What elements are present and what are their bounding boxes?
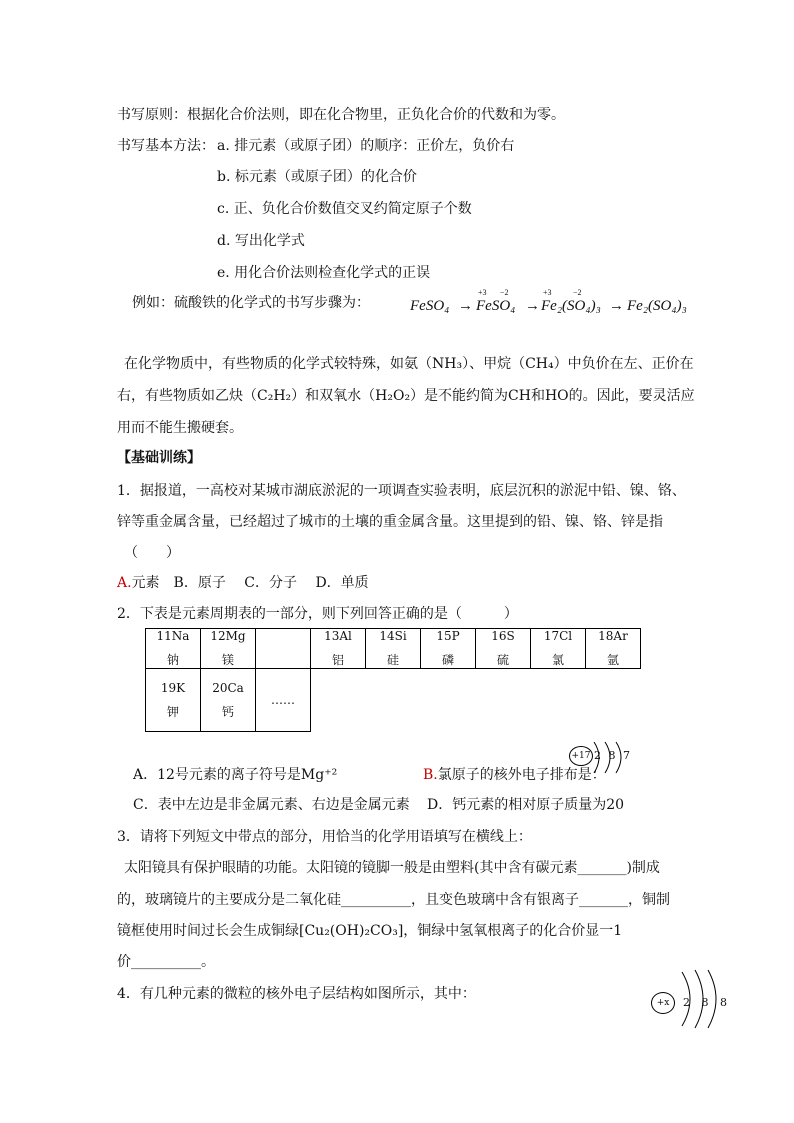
charge-so4-step2: −2 bbox=[500, 288, 509, 297]
note-line-2: 右，有些物质如乙炔（C₂H₂）和双氧水（H₂O₂）是不能约简为CH和HO的。因此，要灵活应 bbox=[117, 388, 695, 404]
formula-arrow-2: → bbox=[525, 298, 540, 314]
pt-cell-si: 14Si 硅 bbox=[366, 629, 421, 669]
q1-line-1: 1．据报道，一高校对某城市湖底淤泥的一项调查实验表明，底层沉积的淤泥中铅、镍、铬、 bbox=[117, 483, 686, 499]
method-step-d: d. 写出化学式 bbox=[217, 233, 305, 249]
q1-options bbox=[117, 572, 369, 592]
pt-cell-ar: 18Ar 氩 bbox=[586, 629, 641, 669]
q1-line-2: 锌等重金属含量，已经超过了城市的土壤的重金属含量。这里提到的铅、镍、铬、锌是指 bbox=[117, 514, 663, 530]
q2-option-d: D．钙元素的相对原子质量为20 bbox=[427, 797, 625, 813]
formula-step2: FeSO₄ bbox=[476, 298, 516, 314]
q2-option-b bbox=[423, 764, 606, 784]
periodic-table-row-1 bbox=[145, 628, 641, 732]
charge-fe-step2: +3 bbox=[478, 288, 487, 297]
q3-line-2: 的，玻璃镜片的主要成分是二氧化硅__________，且变色玻璃中含有银离子_______，铜制 bbox=[117, 892, 670, 908]
electron-shell-arcs bbox=[590, 740, 635, 776]
q2-option-c: C．表中左边是非金属元素、右边是金属元素 bbox=[133, 797, 410, 813]
method-step-b: b. 标元素（或原子团）的化合价 bbox=[217, 169, 417, 185]
formula-arrow-1: → bbox=[458, 298, 473, 314]
pt-cell-na: 11Na 钠 bbox=[146, 629, 201, 669]
method-step-c: c. 正、负化合价数值交叉约简定原子个数 bbox=[217, 201, 472, 217]
q3-line-3: 镜框使用时间过长会生成铜绿[Cu₂(OH)₂CO₃]，铜绿中氢氧根离子的化合价显一1 bbox=[117, 923, 623, 939]
q2-stem: 2．下表是元素周期表的一部分，则下列回答正确的是（ ） bbox=[117, 606, 518, 622]
note-line-1: 在化学物质中，有些物质的化学式较特殊，如氨（NH₃）、甲烷（CH₄）中负价在左、正价在 bbox=[124, 356, 694, 372]
formula-step4: Fe₂(SO₄)₃ bbox=[627, 298, 687, 314]
formula-step3: Fe₂(SO₄)₃ bbox=[541, 298, 601, 314]
writing-principle: 书写原则：根据化合价法则，即在化合物里，正负化合价的代数和为零。 bbox=[117, 107, 565, 123]
note-line-3: 用而不能生搬硬套。 bbox=[117, 420, 243, 436]
pt-cell-mg: 12Mg 镁 bbox=[201, 629, 256, 669]
pt-cell-blank bbox=[256, 629, 311, 669]
q2-option-a: A．12号元素的离子符号是Mg⁺² bbox=[133, 767, 338, 783]
q3-line-1: 太阳镜具有保护眼睛的功能。太阳镜的镜脚一般是由塑料(其中含有碳元素_______)制成 bbox=[124, 860, 660, 876]
charge-fe-step3: +3 bbox=[543, 288, 552, 297]
nucleus-x: +x bbox=[651, 992, 675, 1014]
pt-cell-ca: 20Ca 钙 bbox=[201, 669, 256, 732]
q4-stem: 4．有几种元素的微粒的核外电子层结构如图所示，其中： bbox=[117, 986, 476, 1002]
method-title: 书写基本方法： bbox=[117, 138, 215, 154]
shells-cl: 2 8 7 bbox=[594, 749, 632, 762]
shells-x: 2 8 8 bbox=[683, 996, 731, 1009]
charge-so4-step3: −2 bbox=[573, 288, 582, 297]
q2-option-b-label: B. bbox=[423, 767, 438, 783]
q3-stem: 3．请将下列短文中带点的部分，用恰当的化学用语填写在横线上： bbox=[117, 829, 532, 845]
pt-cell-k: 19K 钾 bbox=[146, 669, 201, 732]
q2-option-b-text: 氯原子的核外电子排布是： bbox=[437, 767, 606, 783]
q1-options-text: 元素 B．原子 C．分子 D．单质 bbox=[131, 575, 369, 591]
pt-cell-s: 16S 硫 bbox=[476, 629, 531, 669]
pt-cell-p: 15P 磷 bbox=[421, 629, 476, 669]
nucleus-cl: +17 bbox=[569, 746, 593, 766]
method-step-a: a. 排元素（或原子团）的顺序：正价左，负价右 bbox=[217, 138, 515, 154]
electron-shell-arcs-2 bbox=[678, 968, 728, 1030]
formula-arrow-3: → bbox=[609, 298, 624, 314]
q3-line-4: 价__________。 bbox=[117, 954, 215, 970]
section-title: 【基础训练】 bbox=[117, 450, 201, 466]
example-label: 例如：硫酸铁的化学式的书写步骤为： bbox=[132, 295, 370, 311]
method-step-e: e. 用化合价法则检查化学式的正误 bbox=[217, 265, 431, 281]
pt-cell-cl: 17Cl 氯 bbox=[531, 629, 586, 669]
pt-cell-ellipsis: …… bbox=[256, 669, 311, 732]
pt-cell-al: 13Al 铝 bbox=[311, 629, 366, 669]
formula-step1: FeSO₄ bbox=[410, 298, 450, 314]
q1-option-a-label: A. bbox=[117, 575, 132, 591]
q1-line-3: （ ） bbox=[124, 545, 180, 561]
